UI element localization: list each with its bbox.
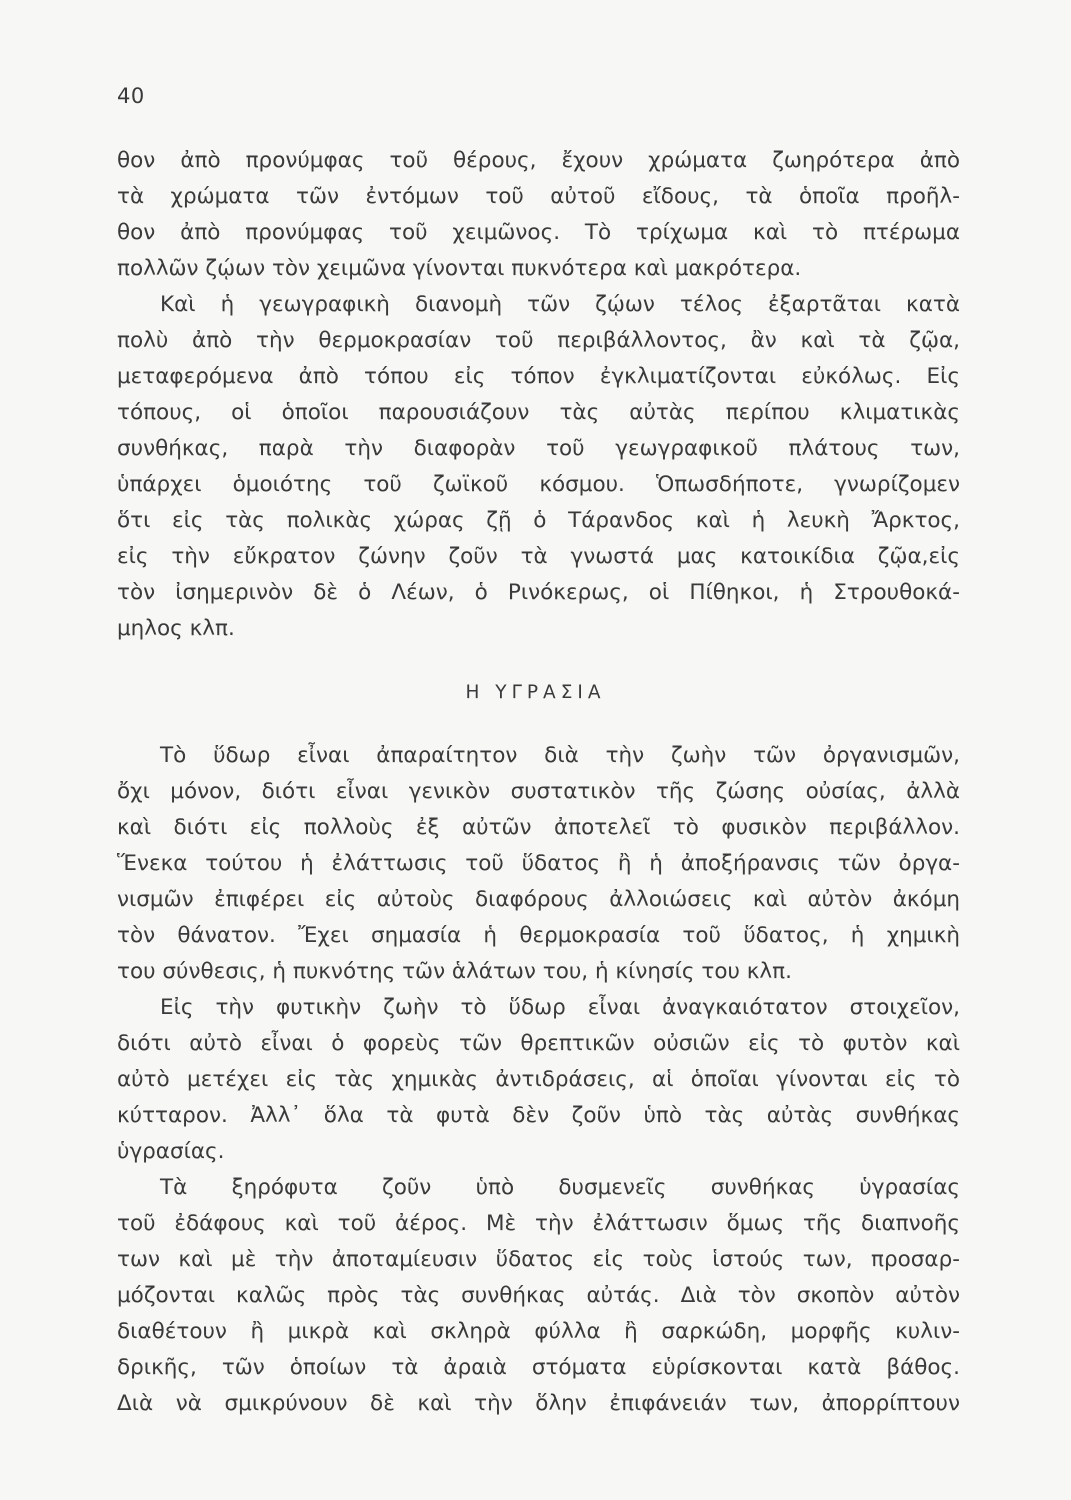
text-line: πολλῶν ζῴων τὸν χειμῶνα γίνονται πυκνότερα καὶ μακρότερα. (117, 256, 802, 281)
text-line: Τὸ ὕδωρ εἶναι ἀπαραίτητον διὰ τὴν ζωὴν τῶν ὀργανισμῶν, (160, 743, 960, 768)
text-line: τόπους, οἱ ὁποῖοι παρουσιάζουν τὰς αὐτὰς περίπου κλιματικὰς (117, 400, 960, 425)
text-line: Καὶ ἡ γεωγραφικὴ διανομὴ τῶν ζῴων τέλος ἐξαρτᾶται κατὰ (160, 292, 960, 317)
text-line: θον ἀπὸ προνύμφας τοῦ θέρους, ἔχουν χρώματα ζωηρότερα ἀπὸ (117, 148, 960, 173)
text-line: τὸν ἰσημερινὸν δὲ ὁ Λέων, ὁ Ρινόκερως, οἱ Πίθηκοι, ἡ Στρουθοκά- (117, 580, 960, 605)
text-line: διαθέτουν ἢ μικρὰ καὶ σκληρὰ φύλλα ἢ σαρκώδη, μορφῆς κυλιν- (117, 1319, 960, 1344)
text-line: μεταφερόμενα ἀπὸ τόπου εἰς τόπον ἐγκλιματίζονται εὐκόλως. Εἰς (117, 364, 960, 389)
text-line: Τὰ ξηρόφυτα ζοῦν ὑπὸ δυσμενεῖς συνθήκας ὑγρασίας (160, 1175, 960, 1200)
text-line: τοῦ ἐδάφους καὶ τοῦ ἀέρος. Μὲ τὴν ἐλάττωσιν ὅμως τῆς διαπνοῆς (117, 1211, 960, 1236)
text-line: των καὶ μὲ τὴν ἀποταμίευσιν ὕδατος εἰς τοὺς ἱστούς των, προσαρ- (117, 1247, 960, 1272)
text-line: καὶ διότι εἰς πολλοὺς ἐξ αὐτῶν ἀποτελεῖ τὸ φυσικὸν περιβάλλον. (117, 815, 960, 840)
text-line: πολὺ ἀπὸ τὴν θερμοκρασίαν τοῦ περιβάλλοντος, ἂν καὶ τὰ ζῷα, (117, 328, 960, 353)
text-line: θον ἀπὸ προνύμφας τοῦ χειμῶνος. Τὸ τρίχωμα καὶ τὸ πτέρωμα (117, 220, 960, 245)
text-line: μόζονται καλῶς πρὸς τὰς συνθήκας αὐτάς. Διὰ τὸν σκοπὸν αὐτὸν (117, 1283, 960, 1308)
text-line: τὸν θάνατον. Ἔχει σημασία ἡ θερμοκρασία τοῦ ὕδατος, ἡ χημικὴ (117, 923, 960, 948)
text-line: συνθήκας, παρὰ τὴν διαφορὰν τοῦ γεωγραφικοῦ πλάτους των, (117, 436, 960, 461)
text-line: Ἕνεκα τούτου ἡ ἐλάττωσις τοῦ ὕδατος ἢ ἡ ἀποξήρανσις τῶν ὀργα- (117, 851, 960, 876)
text-line: διότι αὐτὸ εἶναι ὁ φορεὺς τῶν θρεπτικῶν οὐσιῶν εἰς τὸ φυτὸν καὶ (117, 1031, 960, 1056)
text-line: κύτταρον. Ἀλλ᾽ ὅλα τὰ φυτὰ δὲν ζοῦν ὑπὸ τὰς αὐτὰς συνθήκας (117, 1103, 960, 1128)
text-line: ὑπάρχει ὁμοιότης τοῦ ζωϊκοῦ κόσμου. Ὁπωσδήποτε, γνωρίζομεν (117, 472, 960, 497)
text-line: Διὰ νὰ σμικρύνουν δὲ καὶ τὴν ὅλην ἐπιφάνειάν των, ἀπορρίπτουν (117, 1391, 960, 1416)
text-line: αὐτὸ μετέχει εἰς τὰς χημικὰς ἀντιδράσεις, αἱ ὁποῖαι γίνονται εἰς τὸ (117, 1067, 960, 1092)
text-line: τὰ χρώματα τῶν ἐντόμων τοῦ αὐτοῦ εἴδους, τὰ ὁποῖα προῆλ- (117, 184, 960, 209)
text-line: νισμῶν ἐπιφέρει εἰς αὐτοὺς διαφόρους ἀλλοιώσεις καὶ αὐτὸν ἀκόμη (117, 887, 960, 912)
page-number: 40 (117, 84, 145, 108)
text-line: ὄχι μόνον, διότι εἶναι γενικὸν συστατικὸν τῆς ζώσης οὐσίας, ἀλλὰ (117, 779, 960, 804)
text-line: Εἰς τὴν φυτικὴν ζωὴν τὸ ὕδωρ εἶναι ἀναγκαιότατον στοιχεῖον, (160, 995, 960, 1020)
section-heading: Η ΥΓΡΑΣΙΑ (465, 682, 606, 703)
text-line: ὑγρασίας. (117, 1139, 225, 1164)
text-line: ὅτι εἰς τὰς πολικὰς χώρας ζῇ ὁ Τάρανδος καὶ ἡ λευκὴ Ἄρκτος, (117, 508, 960, 533)
text-line: μηλος κλπ. (117, 616, 235, 641)
text-line: εἰς τὴν εὔκρατον ζώνην ζοῦν τὰ γνωστά μας κατοικίδια ζῷα,εἰς (117, 544, 960, 569)
text-line: του σύνθεσις, ἡ πυκνότης τῶν ἁλάτων του, ἡ κίνησίς του κλπ. (117, 959, 792, 984)
text-line: δρικῆς, τῶν ὁποίων τὰ ἀραιὰ στόματα εὑρίσκονται κατὰ βάθος. (117, 1355, 960, 1380)
